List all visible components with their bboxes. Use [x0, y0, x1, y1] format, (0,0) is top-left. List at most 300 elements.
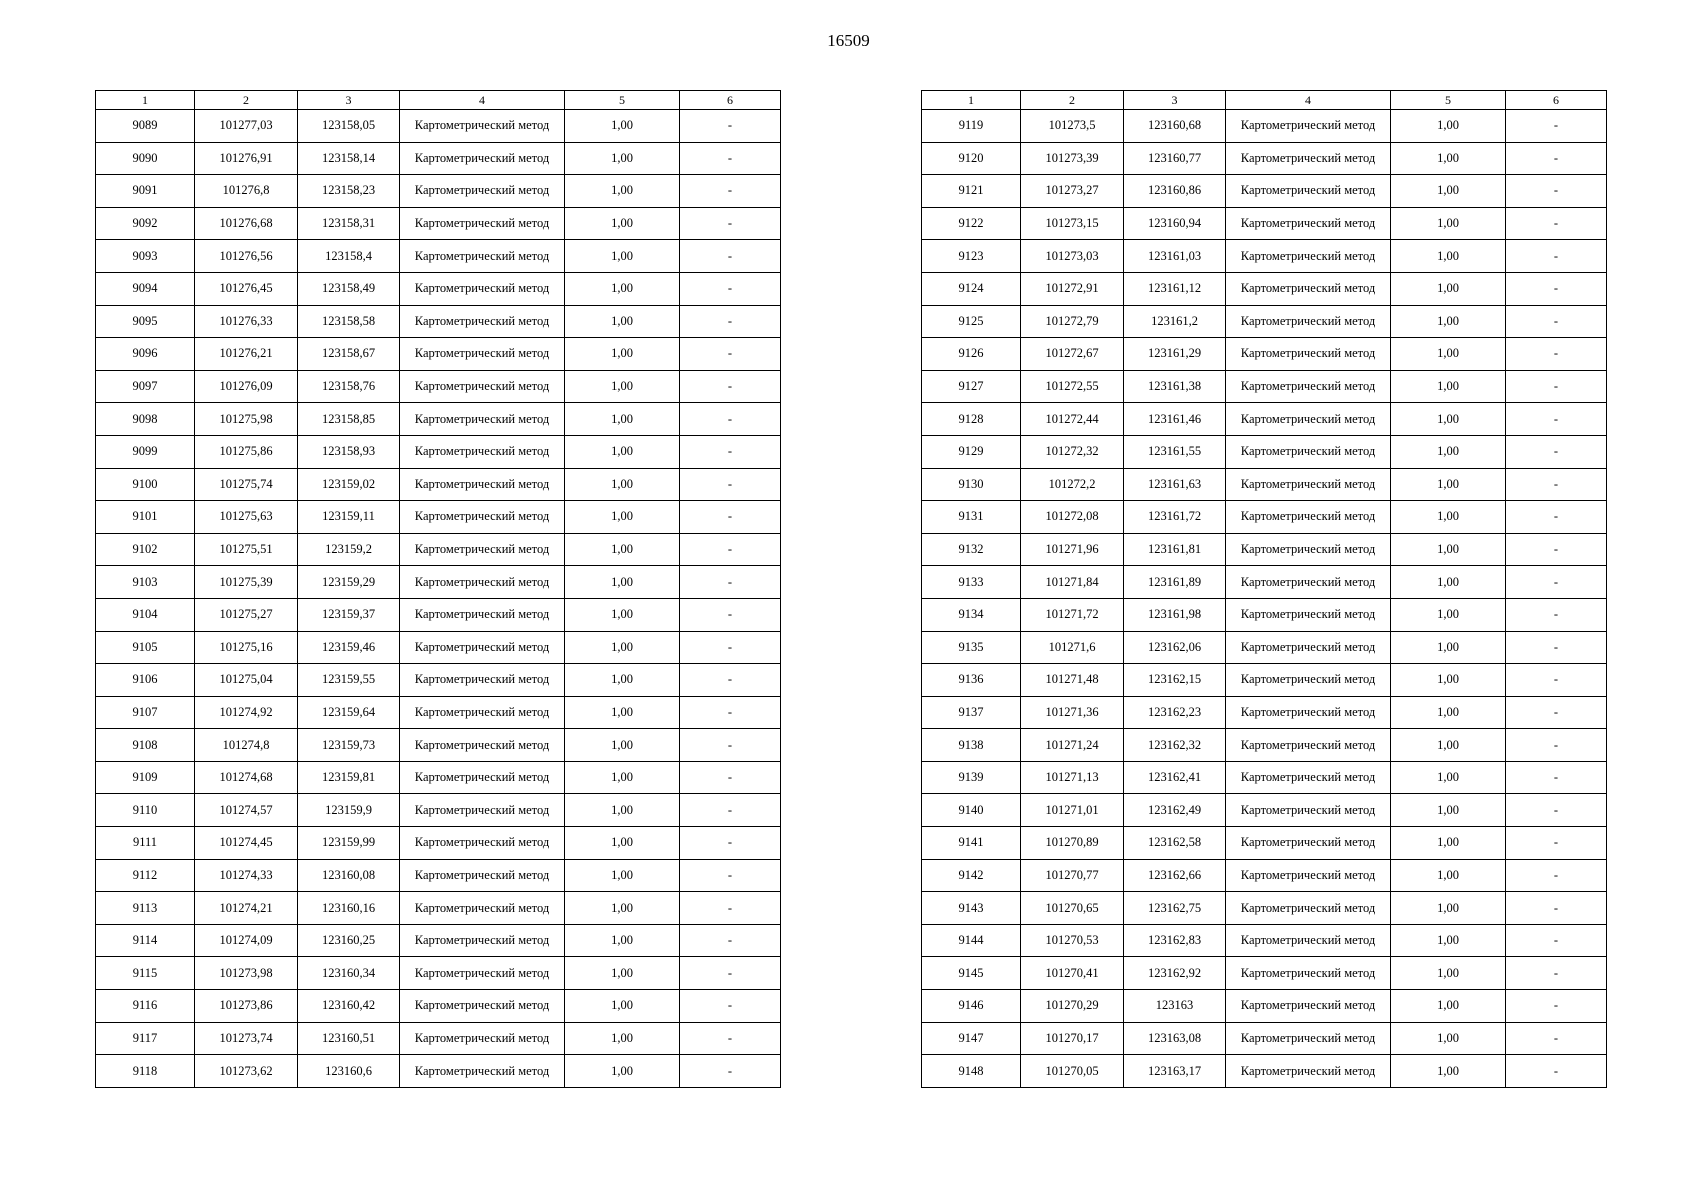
- description-cell: -: [1506, 501, 1607, 534]
- point-number-cell: 9127: [922, 370, 1021, 403]
- accuracy-cell: 1,00: [1391, 272, 1506, 305]
- accuracy-cell: 1,00: [565, 1055, 680, 1088]
- method-cell: Картометрический метод: [1226, 305, 1391, 338]
- description-cell: -: [680, 598, 781, 631]
- coord-x-cell: 101272,08: [1021, 501, 1124, 534]
- description-cell: -: [1506, 1055, 1607, 1088]
- table-row: [96, 1022, 781, 1055]
- description-cell: -: [1506, 859, 1607, 892]
- description-cell: -: [680, 110, 781, 143]
- table-row: [922, 272, 1607, 305]
- coord-x-cell: 101273,5: [1021, 110, 1124, 143]
- description-cell: -: [680, 435, 781, 468]
- table-row: [922, 827, 1607, 860]
- table-row: [922, 110, 1607, 143]
- coord-x-cell: 101271,6: [1021, 631, 1124, 664]
- method-cell: Картометрический метод: [1226, 892, 1391, 925]
- coord-x-cell: 101275,16: [195, 631, 298, 664]
- point-number-cell: 9119: [922, 110, 1021, 143]
- accuracy-cell: 1,00: [1391, 664, 1506, 697]
- method-cell: Картометрический метод: [1226, 533, 1391, 566]
- coord-x-cell: 101270,77: [1021, 859, 1124, 892]
- description-cell: -: [680, 664, 781, 697]
- column-header: 4: [1226, 91, 1391, 110]
- description-cell: -: [680, 1055, 781, 1088]
- accuracy-cell: 1,00: [1391, 566, 1506, 599]
- point-number-cell: 9121: [922, 175, 1021, 208]
- description-cell: -: [680, 892, 781, 925]
- coord-x-cell: 101276,09: [195, 370, 298, 403]
- coord-y-cell: 123161,46: [1124, 403, 1226, 436]
- accuracy-cell: 1,00: [565, 827, 680, 860]
- point-number-cell: 9142: [922, 859, 1021, 892]
- description-cell: -: [680, 338, 781, 371]
- accuracy-cell: 1,00: [565, 761, 680, 794]
- table-row: [96, 403, 781, 436]
- description-cell: -: [1506, 272, 1607, 305]
- accuracy-cell: 1,00: [565, 598, 680, 631]
- coord-x-cell: 101275,51: [195, 533, 298, 566]
- coord-y-cell: 123162,49: [1124, 794, 1226, 827]
- method-cell: Картометрический метод: [1226, 664, 1391, 697]
- coord-x-cell: 101275,63: [195, 501, 298, 534]
- point-number-cell: 9095: [96, 305, 195, 338]
- description-cell: -: [680, 859, 781, 892]
- table-row: [96, 859, 781, 892]
- table-row: [96, 1055, 781, 1088]
- method-cell: Картометрический метод: [400, 110, 565, 143]
- accuracy-cell: 1,00: [565, 696, 680, 729]
- coord-x-cell: 101276,56: [195, 240, 298, 273]
- accuracy-cell: 1,00: [1391, 305, 1506, 338]
- coord-y-cell: 123159,37: [298, 598, 400, 631]
- coord-x-cell: 101274,45: [195, 827, 298, 860]
- coord-x-cell: 101275,86: [195, 435, 298, 468]
- accuracy-cell: 1,00: [565, 370, 680, 403]
- method-cell: Картометрический метод: [400, 403, 565, 436]
- point-number-cell: 9131: [922, 501, 1021, 534]
- point-number-cell: 9137: [922, 696, 1021, 729]
- coord-x-cell: 101274,68: [195, 761, 298, 794]
- coord-x-cell: 101275,39: [195, 566, 298, 599]
- point-number-cell: 9138: [922, 729, 1021, 762]
- coord-y-cell: 123162,83: [1124, 924, 1226, 957]
- table-row: [922, 990, 1607, 1023]
- table-row: [96, 468, 781, 501]
- coord-y-cell: 123158,85: [298, 403, 400, 436]
- coord-y-cell: 123159,2: [298, 533, 400, 566]
- table-row: [96, 990, 781, 1023]
- accuracy-cell: 1,00: [565, 403, 680, 436]
- method-cell: Картометрический метод: [400, 272, 565, 305]
- coord-x-cell: 101274,8: [195, 729, 298, 762]
- accuracy-cell: 1,00: [1391, 859, 1506, 892]
- description-cell: -: [680, 566, 781, 599]
- method-cell: Картометрический метод: [1226, 1022, 1391, 1055]
- coord-y-cell: 123160,68: [1124, 110, 1226, 143]
- method-cell: Картометрический метод: [400, 664, 565, 697]
- table-row: [96, 142, 781, 175]
- point-number-cell: 9099: [96, 435, 195, 468]
- coord-y-cell: 123160,6: [298, 1055, 400, 1088]
- description-cell: -: [1506, 729, 1607, 762]
- method-cell: Картометрический метод: [400, 533, 565, 566]
- accuracy-cell: 1,00: [565, 794, 680, 827]
- coord-x-cell: 101276,91: [195, 142, 298, 175]
- table-row: [922, 859, 1607, 892]
- accuracy-cell: 1,00: [1391, 468, 1506, 501]
- description-cell: -: [1506, 1022, 1607, 1055]
- accuracy-cell: 1,00: [1391, 598, 1506, 631]
- accuracy-cell: 1,00: [565, 664, 680, 697]
- description-cell: -: [1506, 435, 1607, 468]
- coord-y-cell: 123160,25: [298, 924, 400, 957]
- method-cell: Картометрический метод: [400, 924, 565, 957]
- point-number-cell: 9111: [96, 827, 195, 860]
- description-cell: -: [680, 990, 781, 1023]
- table-row: [96, 924, 781, 957]
- coord-x-cell: 101274,33: [195, 859, 298, 892]
- description-cell: -: [1506, 175, 1607, 208]
- coord-x-cell: 101270,17: [1021, 1022, 1124, 1055]
- coord-y-cell: 123159,73: [298, 729, 400, 762]
- column-header: 1: [922, 91, 1021, 110]
- accuracy-cell: 1,00: [1391, 207, 1506, 240]
- accuracy-cell: 1,00: [565, 435, 680, 468]
- description-cell: -: [680, 924, 781, 957]
- coord-x-cell: 101277,03: [195, 110, 298, 143]
- table-row: [922, 729, 1607, 762]
- coord-x-cell: 101271,84: [1021, 566, 1124, 599]
- description-cell: -: [1506, 827, 1607, 860]
- coord-y-cell: 123159,64: [298, 696, 400, 729]
- method-cell: Картометрический метод: [1226, 338, 1391, 371]
- coord-x-cell: 101270,41: [1021, 957, 1124, 990]
- accuracy-cell: 1,00: [565, 468, 680, 501]
- coord-y-cell: 123160,08: [298, 859, 400, 892]
- accuracy-cell: 1,00: [565, 110, 680, 143]
- method-cell: Картометрический метод: [400, 827, 565, 860]
- coord-y-cell: 123158,31: [298, 207, 400, 240]
- accuracy-cell: 1,00: [565, 207, 680, 240]
- coord-x-cell: 101270,29: [1021, 990, 1124, 1023]
- description-cell: -: [1506, 924, 1607, 957]
- accuracy-cell: 1,00: [1391, 957, 1506, 990]
- point-number-cell: 9098: [96, 403, 195, 436]
- coord-y-cell: 123159,02: [298, 468, 400, 501]
- table-row: [922, 924, 1607, 957]
- table-row: [922, 435, 1607, 468]
- point-number-cell: 9140: [922, 794, 1021, 827]
- description-cell: -: [680, 142, 781, 175]
- coord-x-cell: 101271,13: [1021, 761, 1124, 794]
- description-cell: -: [680, 370, 781, 403]
- coord-x-cell: 101272,55: [1021, 370, 1124, 403]
- accuracy-cell: 1,00: [565, 501, 680, 534]
- point-number-cell: 9097: [96, 370, 195, 403]
- table-row: [922, 175, 1607, 208]
- coord-y-cell: 123161,03: [1124, 240, 1226, 273]
- column-header: 6: [1506, 91, 1607, 110]
- method-cell: Картометрический метод: [1226, 207, 1391, 240]
- coord-y-cell: 123161,81: [1124, 533, 1226, 566]
- accuracy-cell: 1,00: [1391, 1022, 1506, 1055]
- description-cell: -: [1506, 598, 1607, 631]
- column-header: 6: [680, 91, 781, 110]
- column-header: 5: [1391, 91, 1506, 110]
- description-cell: -: [680, 827, 781, 860]
- coord-y-cell: 123160,34: [298, 957, 400, 990]
- description-cell: -: [1506, 142, 1607, 175]
- table-row: [96, 207, 781, 240]
- method-cell: Картометрический метод: [400, 761, 565, 794]
- accuracy-cell: 1,00: [565, 533, 680, 566]
- description-cell: -: [1506, 761, 1607, 794]
- table-row: [922, 664, 1607, 697]
- coord-y-cell: 123160,42: [298, 990, 400, 1023]
- coord-x-cell: 101273,74: [195, 1022, 298, 1055]
- description-cell: -: [680, 957, 781, 990]
- table-row: [96, 827, 781, 860]
- coord-y-cell: 123162,06: [1124, 631, 1226, 664]
- coord-y-cell: 123161,55: [1124, 435, 1226, 468]
- accuracy-cell: 1,00: [1391, 240, 1506, 273]
- accuracy-cell: 1,00: [1391, 338, 1506, 371]
- accuracy-cell: 1,00: [565, 924, 680, 957]
- method-cell: Картометрический метод: [400, 696, 565, 729]
- method-cell: Картометрический метод: [400, 1055, 565, 1088]
- point-number-cell: 9134: [922, 598, 1021, 631]
- table-row: [96, 598, 781, 631]
- method-cell: Картометрический метод: [1226, 696, 1391, 729]
- point-number-cell: 9114: [96, 924, 195, 957]
- table-row: [922, 468, 1607, 501]
- table-row: [96, 794, 781, 827]
- coord-y-cell: 123158,49: [298, 272, 400, 305]
- coord-x-cell: 101270,53: [1021, 924, 1124, 957]
- point-number-cell: 9133: [922, 566, 1021, 599]
- coord-x-cell: 101276,45: [195, 272, 298, 305]
- table-row: [96, 435, 781, 468]
- coord-x-cell: 101276,33: [195, 305, 298, 338]
- description-cell: -: [1506, 207, 1607, 240]
- point-number-cell: 9113: [96, 892, 195, 925]
- coord-x-cell: 101273,39: [1021, 142, 1124, 175]
- description-cell: -: [1506, 370, 1607, 403]
- method-cell: Картометрический метод: [1226, 827, 1391, 860]
- point-number-cell: 9106: [96, 664, 195, 697]
- coordinates-table-left: [95, 90, 781, 1088]
- method-cell: Картометрический метод: [400, 631, 565, 664]
- coord-y-cell: 123158,23: [298, 175, 400, 208]
- method-cell: Картометрический метод: [1226, 110, 1391, 143]
- method-cell: Картометрический метод: [400, 207, 565, 240]
- coord-x-cell: 101274,92: [195, 696, 298, 729]
- coord-y-cell: 123162,23: [1124, 696, 1226, 729]
- method-cell: Картометрический метод: [1226, 272, 1391, 305]
- coord-y-cell: 123162,92: [1124, 957, 1226, 990]
- method-cell: Картометрический метод: [1226, 761, 1391, 794]
- accuracy-cell: 1,00: [1391, 761, 1506, 794]
- coord-y-cell: 123162,15: [1124, 664, 1226, 697]
- description-cell: -: [1506, 566, 1607, 599]
- coord-x-cell: 101271,01: [1021, 794, 1124, 827]
- table-row: [922, 370, 1607, 403]
- table-row: [96, 761, 781, 794]
- coord-y-cell: 123162,66: [1124, 859, 1226, 892]
- point-number-cell: 9129: [922, 435, 1021, 468]
- method-cell: Картометрический метод: [1226, 435, 1391, 468]
- point-number-cell: 9128: [922, 403, 1021, 436]
- accuracy-cell: 1,00: [565, 305, 680, 338]
- coord-y-cell: 123159,99: [298, 827, 400, 860]
- table-row: [922, 566, 1607, 599]
- coord-y-cell: 123158,76: [298, 370, 400, 403]
- method-cell: Картометрический метод: [400, 794, 565, 827]
- point-number-cell: 9110: [96, 794, 195, 827]
- coord-x-cell: 101272,32: [1021, 435, 1124, 468]
- table-row: [922, 501, 1607, 534]
- description-cell: -: [680, 175, 781, 208]
- point-number-cell: 9147: [922, 1022, 1021, 1055]
- coord-y-cell: 123161,72: [1124, 501, 1226, 534]
- table-row: [922, 892, 1607, 925]
- description-cell: -: [680, 207, 781, 240]
- coord-y-cell: 123162,75: [1124, 892, 1226, 925]
- method-cell: Картометрический метод: [400, 990, 565, 1023]
- method-cell: Картометрический метод: [1226, 1055, 1391, 1088]
- accuracy-cell: 1,00: [1391, 729, 1506, 762]
- coord-x-cell: 101275,74: [195, 468, 298, 501]
- method-cell: Картометрический метод: [1226, 240, 1391, 273]
- coord-y-cell: 123159,29: [298, 566, 400, 599]
- point-number-cell: 9115: [96, 957, 195, 990]
- table-row: [96, 664, 781, 697]
- table-row: [922, 403, 1607, 436]
- point-number-cell: 9096: [96, 338, 195, 371]
- point-number-cell: 9145: [922, 957, 1021, 990]
- column-header: 3: [298, 91, 400, 110]
- method-cell: Картометрический метод: [1226, 990, 1391, 1023]
- point-number-cell: 9108: [96, 729, 195, 762]
- description-cell: -: [1506, 696, 1607, 729]
- table-row: [922, 142, 1607, 175]
- coord-x-cell: 101270,65: [1021, 892, 1124, 925]
- point-number-cell: 9118: [96, 1055, 195, 1088]
- coord-y-cell: 123159,46: [298, 631, 400, 664]
- description-cell: -: [1506, 631, 1607, 664]
- method-cell: Картометрический метод: [1226, 957, 1391, 990]
- coord-y-cell: 123159,9: [298, 794, 400, 827]
- coord-y-cell: 123160,86: [1124, 175, 1226, 208]
- point-number-cell: 9112: [96, 859, 195, 892]
- point-number-cell: 9116: [96, 990, 195, 1023]
- description-cell: -: [1506, 957, 1607, 990]
- coord-x-cell: 101272,79: [1021, 305, 1124, 338]
- description-cell: -: [680, 272, 781, 305]
- table-row: [922, 696, 1607, 729]
- column-header: 2: [195, 91, 298, 110]
- method-cell: Картометрический метод: [400, 1022, 565, 1055]
- coord-y-cell: 123163,08: [1124, 1022, 1226, 1055]
- method-cell: Картометрический метод: [400, 175, 565, 208]
- point-number-cell: 9143: [922, 892, 1021, 925]
- coord-y-cell: 123161,89: [1124, 566, 1226, 599]
- description-cell: -: [680, 761, 781, 794]
- column-header: 1: [96, 91, 195, 110]
- accuracy-cell: 1,00: [1391, 924, 1506, 957]
- method-cell: Картометрический метод: [400, 957, 565, 990]
- point-number-cell: 9144: [922, 924, 1021, 957]
- point-number-cell: 9092: [96, 207, 195, 240]
- accuracy-cell: 1,00: [1391, 403, 1506, 436]
- description-cell: -: [1506, 110, 1607, 143]
- point-number-cell: 9101: [96, 501, 195, 534]
- accuracy-cell: 1,00: [565, 729, 680, 762]
- table-row: [922, 305, 1607, 338]
- method-cell: Картометрический метод: [400, 501, 565, 534]
- method-cell: Картометрический метод: [400, 598, 565, 631]
- coord-x-cell: 101271,96: [1021, 533, 1124, 566]
- point-number-cell: 9104: [96, 598, 195, 631]
- point-number-cell: 9094: [96, 272, 195, 305]
- method-cell: Картометрический метод: [1226, 924, 1391, 957]
- coord-y-cell: 123163: [1124, 990, 1226, 1023]
- coord-x-cell: 101273,62: [195, 1055, 298, 1088]
- accuracy-cell: 1,00: [1391, 696, 1506, 729]
- accuracy-cell: 1,00: [565, 566, 680, 599]
- coord-x-cell: 101271,72: [1021, 598, 1124, 631]
- point-number-cell: 9089: [96, 110, 195, 143]
- table-row: [922, 338, 1607, 371]
- coord-x-cell: 101273,15: [1021, 207, 1124, 240]
- table-row: [922, 761, 1607, 794]
- description-cell: -: [680, 468, 781, 501]
- table-row: [922, 1022, 1607, 1055]
- point-number-cell: 9103: [96, 566, 195, 599]
- table-row: [96, 696, 781, 729]
- accuracy-cell: 1,00: [1391, 110, 1506, 143]
- method-cell: Картометрический метод: [400, 240, 565, 273]
- method-cell: Картометрический метод: [1226, 598, 1391, 631]
- description-cell: -: [1506, 664, 1607, 697]
- accuracy-cell: 1,00: [565, 338, 680, 371]
- table-row: [922, 598, 1607, 631]
- coord-x-cell: 101272,2: [1021, 468, 1124, 501]
- point-number-cell: 9091: [96, 175, 195, 208]
- description-cell: -: [680, 501, 781, 534]
- table-row: [96, 110, 781, 143]
- point-number-cell: 9123: [922, 240, 1021, 273]
- table-row: [96, 566, 781, 599]
- coord-x-cell: 101270,89: [1021, 827, 1124, 860]
- accuracy-cell: 1,00: [565, 859, 680, 892]
- coord-x-cell: 101272,44: [1021, 403, 1124, 436]
- method-cell: Картометрический метод: [400, 729, 565, 762]
- method-cell: Картометрический метод: [1226, 566, 1391, 599]
- table-row: [922, 1055, 1607, 1088]
- point-number-cell: 9141: [922, 827, 1021, 860]
- method-cell: Картометрический метод: [1226, 729, 1391, 762]
- coord-x-cell: 101272,91: [1021, 272, 1124, 305]
- table-row: [96, 305, 781, 338]
- coord-y-cell: 123163,17: [1124, 1055, 1226, 1088]
- method-cell: Картометрический метод: [400, 305, 565, 338]
- point-number-cell: 9139: [922, 761, 1021, 794]
- coord-y-cell: 123158,05: [298, 110, 400, 143]
- accuracy-cell: 1,00: [1391, 990, 1506, 1023]
- coord-x-cell: 101276,8: [195, 175, 298, 208]
